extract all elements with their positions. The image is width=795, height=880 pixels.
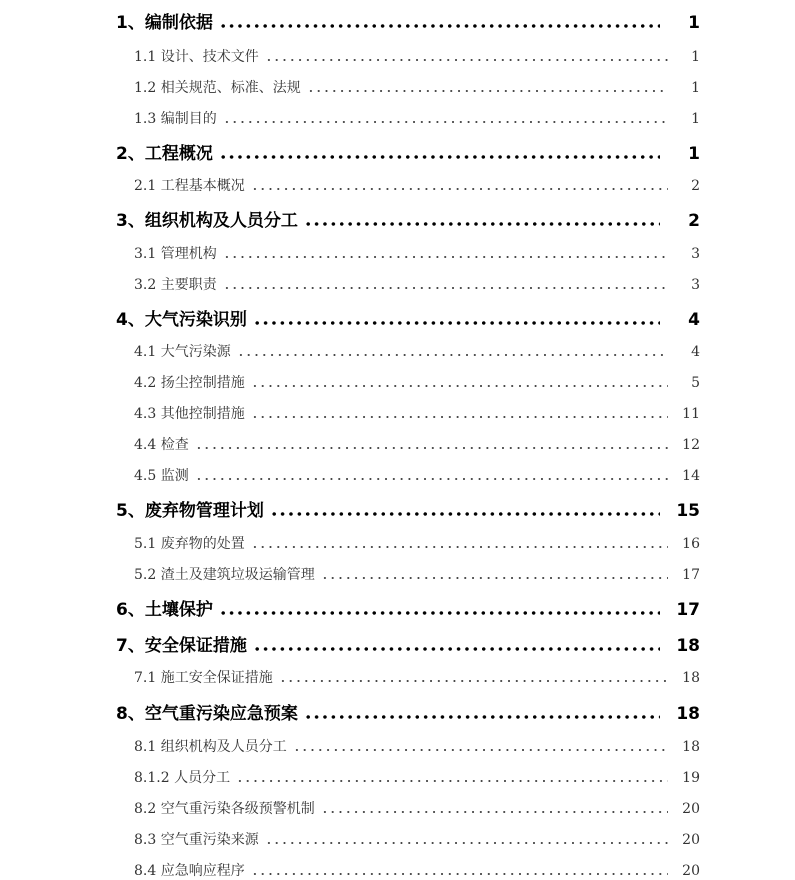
toc-entry-page-number: 18 [682, 670, 700, 686]
toc-entry-title: 8、空气重污染应急预案 [116, 704, 298, 724]
toc-section-entry[interactable] [0, 434, 795, 454]
dot-leader [253, 633, 660, 651]
dot-leader [251, 534, 668, 548]
dot-leader [265, 830, 668, 844]
toc-entry-page-number: 3 [691, 277, 700, 293]
toc-chapter-entry[interactable] [0, 595, 795, 620]
toc-entry-title: 4、大气污染识别 [116, 310, 247, 330]
toc-section-entry[interactable] [0, 465, 795, 485]
dot-leader [195, 466, 668, 480]
dot-leader [223, 275, 668, 289]
toc-section-entry[interactable] [0, 175, 795, 195]
toc-entry-title: 7、安全保证措施 [116, 636, 247, 656]
toc-entry-title: 2.1 工程基本概况 [134, 178, 245, 194]
toc-entry-page-number: 17 [676, 600, 700, 620]
toc-entry-page-number: 20 [682, 863, 700, 879]
toc-section-entry[interactable] [0, 860, 795, 880]
toc-entry-title: 5、废弃物管理计划 [116, 501, 264, 521]
toc-entry-page-number: 19 [682, 770, 700, 786]
dot-leader [236, 768, 668, 782]
dot-leader [265, 47, 668, 61]
toc-entry-title: 3.1 管理机构 [134, 246, 217, 262]
toc-entry-title: 8.1.2 人员分工 [134, 770, 231, 786]
toc-entry-title: 3.2 主要职责 [134, 277, 217, 293]
toc-section-entry[interactable] [0, 829, 795, 849]
toc-entry-title: 8.3 空气重污染来源 [134, 832, 259, 848]
toc-section-entry[interactable] [0, 667, 795, 687]
toc-entry-title: 1.3 编制目的 [134, 111, 217, 127]
toc-chapter-entry[interactable] [0, 496, 795, 521]
dot-leader [293, 737, 668, 751]
toc-entry-page-number: 14 [682, 468, 700, 484]
toc-section-entry[interactable] [0, 243, 795, 263]
dot-leader [321, 799, 668, 813]
toc-entry-title: 4.4 检查 [134, 437, 189, 453]
toc-entry-title: 5.1 废弃物的处置 [134, 536, 245, 552]
toc-entry-title: 1、编制依据 [116, 13, 213, 33]
dot-leader [307, 78, 668, 92]
toc-entry-title: 8.4 应急响应程序 [134, 863, 245, 879]
dot-leader [253, 307, 660, 325]
toc-entry-title: 3、组织机构及人员分工 [116, 211, 298, 231]
dot-leader [304, 208, 660, 226]
toc-chapter-entry[interactable] [0, 699, 795, 724]
dot-leader [219, 141, 660, 159]
toc-entry-page-number: 12 [682, 437, 700, 453]
toc-entry-page-number: 4 [688, 310, 700, 330]
dot-leader [251, 404, 668, 418]
toc-entry-page-number: 2 [688, 211, 700, 231]
toc-entry-page-number: 4 [691, 344, 700, 360]
toc-entry-title: 2、工程概况 [116, 144, 213, 164]
dot-leader [321, 565, 668, 579]
toc-entry-page-number: 18 [682, 739, 700, 755]
toc-section-entry[interactable] [0, 736, 795, 756]
dot-leader [219, 10, 660, 28]
toc-entry-page-number: 1 [691, 49, 700, 65]
toc-entry-page-number: 1 [691, 111, 700, 127]
toc-entry-title: 7.1 施工安全保证措施 [134, 670, 273, 686]
toc-section-entry[interactable] [0, 564, 795, 584]
toc-entry-title: 1.2 相关规范、标准、法规 [134, 80, 301, 96]
toc-entry-title: 4.5 监测 [134, 468, 189, 484]
toc-section-entry[interactable] [0, 403, 795, 423]
toc-entry-page-number: 1 [691, 80, 700, 96]
toc-section-entry[interactable] [0, 77, 795, 97]
dot-leader [279, 668, 668, 682]
toc-entry-page-number: 1 [688, 13, 700, 33]
toc-entry-page-number: 20 [682, 801, 700, 817]
toc-section-entry[interactable] [0, 767, 795, 787]
toc-entry-title: 5.2 渣土及建筑垃圾运输管理 [134, 567, 315, 583]
toc-section-entry[interactable] [0, 46, 795, 66]
dot-leader [195, 435, 668, 449]
toc-chapter-entry[interactable] [0, 8, 795, 33]
toc-entry-title: 8.2 空气重污染各级预警机制 [134, 801, 315, 817]
toc-entry-page-number: 15 [676, 501, 700, 521]
toc-section-entry[interactable] [0, 372, 795, 392]
toc-entry-title: 4.2 扬尘控制措施 [134, 375, 245, 391]
toc-section-entry[interactable] [0, 108, 795, 128]
dot-leader [270, 498, 660, 516]
toc-chapter-entry[interactable] [0, 206, 795, 231]
toc-chapter-entry[interactable] [0, 139, 795, 164]
toc-entry-page-number: 5 [691, 375, 700, 391]
toc-entry-title: 4.1 大气污染源 [134, 344, 231, 360]
toc-entry-title: 8.1 组织机构及人员分工 [134, 739, 287, 755]
dot-leader [223, 244, 668, 258]
toc-entry-page-number: 3 [691, 246, 700, 262]
toc-entry-page-number: 1 [688, 144, 700, 164]
dot-leader [237, 342, 668, 356]
toc-entry-title: 6、土壤保护 [116, 600, 213, 620]
toc-entry-page-number: 16 [682, 536, 700, 552]
toc-section-entry[interactable] [0, 341, 795, 361]
dot-leader [304, 701, 660, 719]
toc-entry-title: 1.1 设计、技术文件 [134, 49, 259, 65]
toc-entry-page-number: 11 [682, 406, 700, 422]
toc-section-entry[interactable] [0, 533, 795, 553]
toc-chapter-entry[interactable] [0, 631, 795, 656]
toc-entry-title: 4.3 其他控制措施 [134, 406, 245, 422]
toc-entry-page-number: 18 [676, 704, 700, 724]
toc-entry-page-number: 17 [682, 567, 700, 583]
toc-entry-page-number: 20 [682, 832, 700, 848]
dot-leader [251, 373, 668, 387]
dot-leader [251, 861, 668, 875]
toc-section-entry[interactable] [0, 274, 795, 294]
dot-leader [223, 109, 668, 123]
toc-section-entry[interactable] [0, 798, 795, 818]
toc-entry-page-number: 2 [691, 178, 700, 194]
dot-leader [219, 597, 660, 615]
toc-entry-page-number: 18 [676, 636, 700, 656]
dot-leader [251, 176, 668, 190]
toc-chapter-entry[interactable] [0, 305, 795, 330]
